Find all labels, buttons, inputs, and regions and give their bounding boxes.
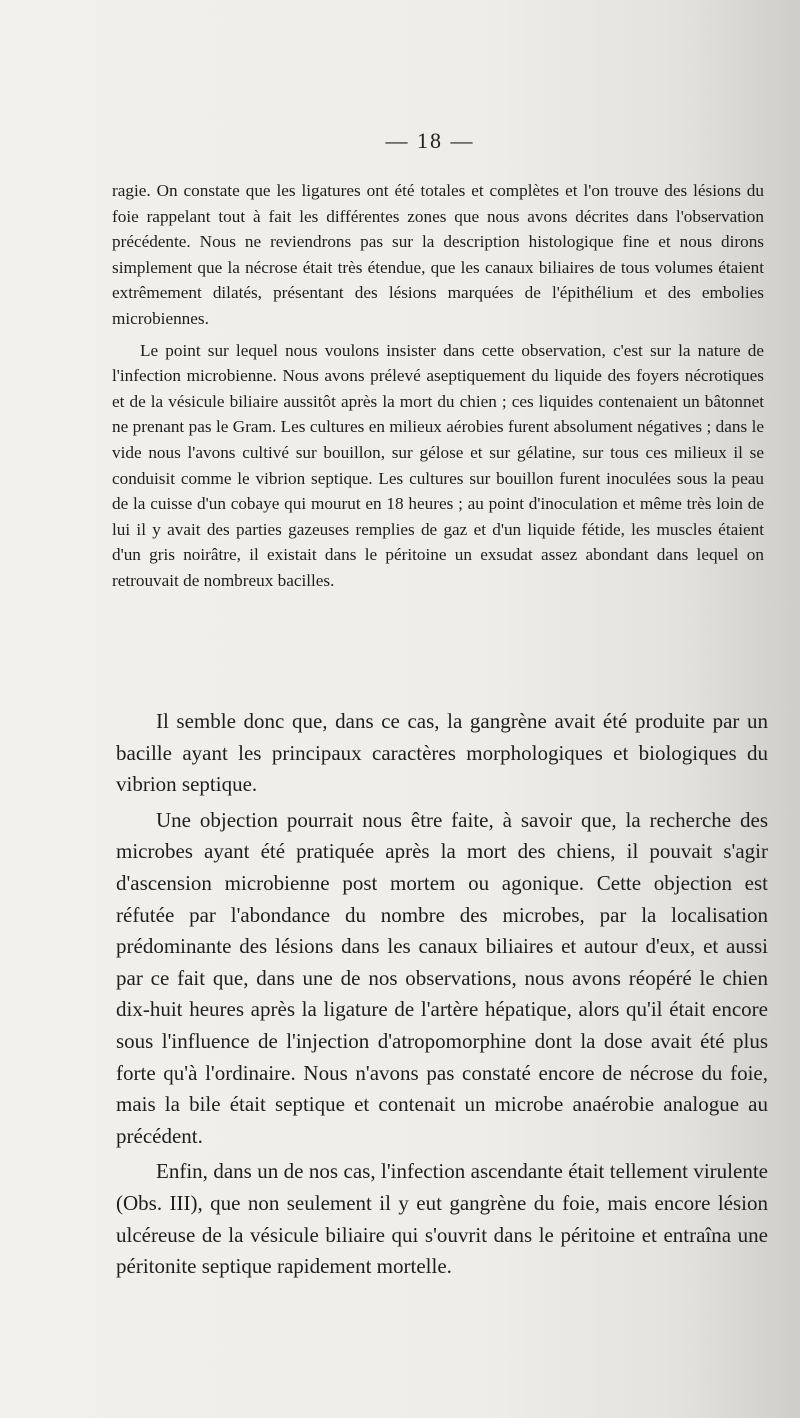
paragraph: Il semble donc que, dans ce cas, la gangrène avait été produite par un bacille ayant les principaux caractères morphologiques et biologiques du vibrion septique. [116,709,768,797]
paragraph: Le point sur lequel nous voulons insister dans cette observation, c'est sur la nature de l'infection microbienne. Nous avons prélevé aseptiquement du liquide des foyers nécrotiques et de la vésicule biliaire aussitôt après la mort du chien ; ces liquides contenaient un bâtonnet ne prenant pas le Gram. Les cultures en milieux aérobies furent absolument négatives ; dans le vide nous l'avons cultivé sur bouillon, sur gélose et sur gélatine, sur tous ces milieux il se conduisit comme le vibrion septique. Les cultures sur bouillon furent inoculées sous la peau de la cuisse d'un cobaye qui mourut en 18 heures ; au point d'inoculation et même très loin de lui il y avait des parties gazeuses remplies de gaz et d'un liquide fétide, les muscles étaient d'un gris noirâtre, il existait dans le péritoine un exsudat assez abondant dans lequel on retrouvait de nombreux bacilles. [112,340,764,590]
small-print-block [112,178,764,594]
page-number: — 18 — [385,128,475,153]
paragraph: ragie. On constate que les ligatures ont été totales et complètes et l'on trouve des lésions du foie rappelant tout à fait les différentes zones que nous avons décrites dans l'observation précédente. Nous ne reviendrons pas sur la description histologique fine et nous dirons simplement que la nécrose était très étendue, que les canaux biliaires de tous volumes étaient extrêmement dilatés, présentant des lésions marquées de l'épithélium et des embolies microbiennes. [112,181,764,328]
main-text-block [116,706,768,1283]
paragraph: Enfin, dans un de nos cas, l'infection ascendante était tellement virulente (Obs. III), que non seulement il y eut gangrène du foie, mais encore lésion ulcéreuse de la vésicule biliaire qui s'ouvrit dans le péritoine et entraîna une péritonite septique rapidement mortelle. [116,1159,768,1279]
paragraph: Une objection pourrait nous être faite, à savoir que, la recherche des microbes ayant été pratiquée après la mort des chiens, il pouvait s'agir d'ascension microbienne post mortem ou agonique. Cette objection est réfutée par l'abondance du nombre des microbes, par la localisation prédominante des lésions dans les canaux biliaires et autour d'eux, et aussi par ce fait que, dans une de nos observations, nous avons réopéré le chien dix-huit heures après la ligature de l'artère hépatique, alors qu'il était encore sous l'influence de l'injection d'atropomorphine dont la dose avait été plus forte qu'à l'ordinaire. Nous n'avons pas constaté encore de nécrose du foie, mais la bile était septique et contenait un microbe anaérobie analogue au précédent. [116,807,768,1148]
